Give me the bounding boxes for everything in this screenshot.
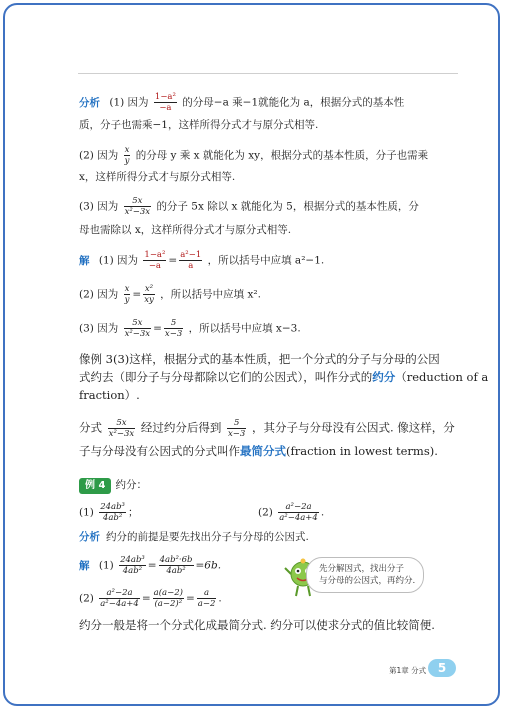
example-4-title: 约分： [115, 479, 147, 491]
numerator: 5x [124, 318, 152, 329]
analysis-1-line-2: 质，分子也需乘−1，这样所得分式才与原分式相等. [79, 119, 319, 131]
analysis-3-line-1 [79, 196, 419, 217]
numerator: a²−1 [180, 250, 202, 260]
denominator: 4ab² [102, 513, 123, 523]
problem-1-number: (1) [79, 506, 94, 519]
solution-1: 解 (1) 因为 $\frac{\text{1−a²}}{-a}$ = $\frac{\text{a²−1}}{a}$ ，所以括号中应填 a²−1. [79, 250, 325, 271]
example-4-heading [79, 478, 147, 494]
chapter-label: 第1章 分式 [389, 666, 427, 675]
solution-2-result: ，所以括号中应填 x². [160, 288, 261, 301]
solution-label: 解 [79, 254, 90, 267]
analysis-3-fraction [124, 196, 152, 217]
analysis-label: 分析 [79, 96, 100, 109]
term-reduction: 约分 [372, 370, 396, 384]
tip-line-2: 与分母的公因式，再约分. [319, 576, 416, 586]
numerator: a²−2a [278, 502, 319, 513]
analysis-4 [79, 530, 309, 544]
solution-2-fraction-2 [143, 284, 155, 305]
denominator: x²−3x [124, 207, 151, 217]
numerator: 5 [164, 318, 183, 329]
solution-2: (2) 因为 $\frac{x}{y}$ = $\frac{\text{x²}}{xy}$ ，所以括号中应填 x². [79, 284, 261, 305]
denominator: x²−3x [108, 429, 135, 439]
analysis-2-fraction [124, 145, 131, 166]
paragraph-1-text: 式约去（即分子与分母都除以它们的公因式），叫作分式的 [79, 370, 373, 384]
row-1-fraction-1 [119, 555, 146, 576]
page-number: 5 [428, 659, 456, 677]
numerator: 1−a² [144, 250, 166, 260]
top-rule [78, 73, 458, 74]
example-4-badge: 例 4 [79, 478, 111, 494]
paragraph-1-line-1: 像例 3(3)这样，根据分式的基本性质，把一个分式的分子与分母的公因 [79, 352, 440, 366]
solution-1-result: ，所以括号中应填 a²−1. [207, 254, 325, 267]
row-1-number: (1) [98, 559, 114, 572]
denominator: xy [144, 295, 154, 305]
denominator: −a [148, 261, 162, 271]
numerator: 5x [108, 418, 136, 429]
analysis-2-text-b: 的分母 y 乘 x 就能化为 xy，根据分式的基本性质，分子也需乘 [135, 149, 429, 162]
example-4-problem-1 [79, 502, 138, 523]
paragraph-2-line-2 [79, 444, 438, 458]
denominator: a²−4a+4 [279, 513, 318, 523]
problem-1-fraction [99, 502, 126, 523]
analysis-4-text: 约分的前提是要先找出分子与分母的公因式. [106, 531, 309, 543]
numerator: a [197, 588, 217, 599]
analysis-4-label: 分析 [79, 531, 100, 543]
numerator: x [124, 145, 130, 155]
row-2-fraction-3 [197, 588, 217, 609]
solution-2-fraction-1 [124, 284, 131, 305]
row-1-fraction-2 [159, 555, 194, 576]
solution-1-fraction-2 [179, 250, 202, 271]
numerator: x² [144, 284, 154, 294]
analysis-1-text-b: 的分母−a 乘−1就能化为 a，根据分式的基本性 [182, 96, 405, 109]
row-2-end: . [218, 592, 222, 605]
row-2-fraction-1 [99, 588, 140, 609]
analysis-3-text-a: (3) 因为 [79, 200, 119, 213]
paragraph-2-english: (fraction in lowest terms). [286, 444, 438, 458]
problem-2-fraction [278, 502, 319, 523]
analysis-3-line-2: 母也需除以 x，这样所得分式才与原分式相等. [79, 224, 292, 236]
row-1-result: =6b. [195, 559, 222, 572]
solution-3-text: (3) 因为 [79, 322, 119, 335]
numerator: 5x [124, 196, 152, 207]
denominator: 4ab² [166, 566, 186, 576]
solution-4-row-2: (2) $\frac{\text{a²−2a}}{\text{a²−4a+4}}$ = $\frac{a(a-2)}{\text{(a−2)²}}$ = $\frac{a}{a-2}$ . [79, 588, 222, 609]
solution-3-fraction-2 [164, 318, 183, 339]
paragraph-2-fraction-2 [227, 418, 246, 439]
problem-2-number: (2) [258, 506, 273, 519]
denominator: (a−2)² [154, 599, 183, 609]
paragraph-1-english: （reduction of a [395, 370, 489, 384]
denominator: x²−3x [124, 329, 151, 339]
denominator: a [188, 261, 194, 271]
denominator: 4ab² [122, 566, 143, 576]
numerator: 4ab²·6b [159, 555, 193, 565]
paragraph-2-line-1 [79, 418, 455, 439]
analysis-1-fraction [154, 92, 177, 113]
analysis-2-text-a: (2) 因为 [79, 149, 119, 162]
numerator: a(a−2) [153, 588, 183, 598]
solution-1-fraction-1 [143, 250, 166, 271]
paragraph-1-line-2 [79, 370, 488, 384]
paragraph-2-text-c: ，其分子与分母没有公因式. 像这样，分 [251, 420, 455, 435]
row-2-fraction-2 [153, 588, 184, 609]
denominator: a−2 [197, 599, 216, 609]
solution-3-result: ，所以括号中应填 x−3. [188, 322, 301, 335]
example-4-problem-2 [258, 502, 324, 523]
denominator: a²−4a+4 [100, 599, 139, 609]
numerator: 1−a² [154, 92, 176, 102]
denominator: x−3 [228, 429, 246, 439]
conclusion: 约分一般是将一个分式化成最简分式. 约分可以使求分式的值比较简便. [79, 618, 435, 632]
paragraph-2-text-b: 经过约分后得到 [140, 420, 222, 435]
analysis-1-line-1 [79, 92, 404, 113]
term-lowest-terms: 最简分式 [240, 444, 286, 458]
analysis-1-text-a: (1) 因为 [109, 96, 149, 109]
denominator: x−3 [164, 329, 183, 339]
denominator: −a [159, 103, 172, 113]
paragraph-1-line-3: fraction）. [79, 388, 140, 402]
analysis-2-line-2: x，这样所得分式才与原分式相等. [79, 171, 236, 183]
solution-4-row-1: 解 (1) $\frac{\text{24ab³}}{\text{4ab²}}$ = $\frac{\text{4ab²·6b}}{\text{4ab²}}$ =6b. [79, 555, 222, 576]
numerator: x [124, 284, 130, 294]
row-2-number: (2) [79, 592, 94, 605]
tip-bubble [306, 557, 424, 593]
problem-1-separator: ； [127, 506, 139, 519]
solution-3-fraction-1 [124, 318, 152, 339]
denominator: y [124, 156, 130, 166]
analysis-2-line-1 [79, 145, 428, 166]
numerator: a²−2a [99, 588, 140, 599]
analysis-3-text-b: 的分子 5x 除以 x 就能化为 5，根据分式的基本性质，分 [156, 200, 419, 213]
denominator: y [124, 295, 130, 305]
problem-2-end: . [320, 506, 325, 519]
solution-2-text: (2) 因为 [79, 288, 119, 301]
solution-4-label: 解 [79, 559, 90, 572]
numerator: 24ab³ [120, 555, 145, 565]
tip-line-1: 先分解因式，找出分子 [319, 564, 405, 574]
solution-3: (3) 因为 $\frac{5x}{\text{x²−3x}}$ = $\frac{5}{x-3}$ ，所以括号中应填 x−3. [79, 318, 301, 339]
paragraph-2-text-d: 子与分母没有公因式的分式叫作 [79, 444, 240, 458]
numerator: 5 [227, 418, 246, 429]
solution-1-text: (1) 因为 [98, 254, 139, 267]
numerator: 24ab³ [100, 502, 125, 512]
paragraph-2-fraction-1 [108, 418, 136, 439]
paragraph-2-text-a: 分式 [79, 420, 102, 435]
